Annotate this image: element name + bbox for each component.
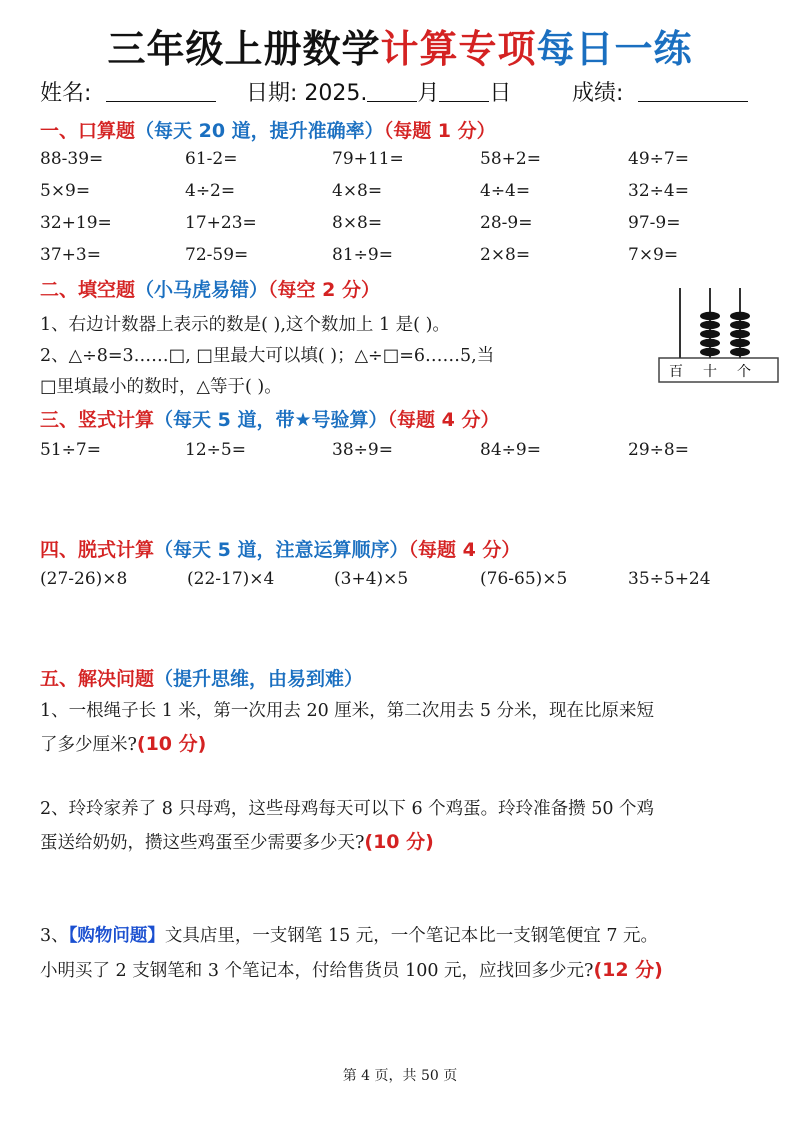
page-footer: 第 4 页，共 50 页 [342,1068,458,1084]
abacus-bead [730,321,750,329]
problem-item: (22-17)×4 [187,569,275,589]
section3-title: 三、竖式计算 [40,409,155,431]
section2-desc: （小马虎易错） [135,279,269,301]
problem-item: 28-9= [480,213,533,233]
problem-item: 12÷5= [185,440,246,460]
problem-item: 58+2= [480,149,541,169]
abacus-bead [700,348,720,356]
section5-q2-points: (10 分) [364,831,434,853]
problem-item: 8×8= [332,213,383,233]
section5-q1-text: 了多少厘米? [40,735,137,755]
problem-item: 29÷8= [628,440,689,460]
month-blank[interactable] [367,81,417,102]
section5-q3-text1: 文具店里，一支钢笔 15 元，一个笔记本比一支钢笔便宜 7 元。 [164,926,659,946]
section5-q3-prefix: 3、 [40,926,69,946]
title-part2: 计算专项 [380,27,537,71]
score-label: 成绩: [572,81,624,106]
section4-problems [40,569,760,593]
abacus-bead [700,312,720,320]
problem-row [40,213,760,237]
name-label: 姓名: [40,81,92,106]
section5-q2-line1: 2、玲玲家养了 8 只母鸡，这些母鸡每天可以下 6 个鸡蛋。玲玲准备攒 50 个鸡 [40,799,655,819]
problem-item: 84÷9= [480,440,541,460]
section2-q2-line1: 2、△÷8=3……□, □里最大可以填( )；△÷□=6……5,当 [40,346,495,366]
section5-desc: （提升思维，由易到难） [154,668,364,690]
day-blank[interactable] [439,81,489,102]
title-part1: 三年级上册数学 [107,27,381,71]
section4-points: （每题 4 分） [408,539,521,561]
section2-q2-line2: □里填最小的数时，△等于( )。 [40,377,282,397]
problem-item: 2×8= [480,245,531,265]
section2-title: 二、填空题 [40,279,136,301]
section5-q3-line1 [40,922,658,947]
section5-q3-points: (12 分) [593,959,663,981]
problem-item: 72-59= [185,245,249,265]
section5-title: 五、解决问题 [40,668,155,690]
section5-q2-text: 蛋送给奶奶，攒这些鸡蛋至少需要多少天? [40,833,365,853]
section2-heading [40,275,380,302]
section1-heading [40,116,496,143]
problem-item: 49÷7= [628,149,689,169]
problem-item: 51÷7= [40,440,101,460]
problem-item: 5×9= [40,181,91,201]
problem-item: 32÷4= [628,181,689,201]
problem-item: 32+19= [40,213,112,233]
section4-desc: （每天 5 道，注意运算顺序） [154,539,409,561]
problem-item: 61-2= [185,149,238,169]
problem-item: 88-39= [40,149,104,169]
problem-item: 7×9= [628,245,679,265]
abacus-label-tens: 十 [703,364,717,380]
problem-item: 4÷4= [480,181,531,201]
date-field [246,76,511,107]
section1-desc: （每天 20 道，提升准确率） [135,120,384,142]
abacus-bead [730,339,750,347]
section3-problems [40,440,760,464]
section2-points: （每空 2 分） [268,279,380,301]
score-blank[interactable] [638,81,748,102]
abacus-bead [730,330,750,338]
problem-item: 38÷9= [332,440,393,460]
section5-heading [40,664,363,691]
section5-q3-text2: 小明买了 2 支钢笔和 3 个笔记本，付给售货员 100 元，应找回多少元? [40,961,594,981]
problem-row [40,149,760,173]
section4-title: 四、脱式计算 [40,539,155,561]
section3-desc: （每天 5 道，带★号验算） [154,409,388,431]
problem-item: (27-26)×8 [40,569,128,589]
name-field [40,76,216,107]
day-label: 日 [489,81,512,106]
abacus-bead [730,348,750,356]
problem-item: 4×8= [332,181,383,201]
abacus-label-hundreds: 百 [669,364,683,380]
title-part3: 每日一练 [536,27,693,71]
section5-q3-tag: 【购物问题】 [68,926,165,946]
problem-item: 97-9= [628,213,681,233]
section3-heading [40,405,499,432]
problem-item: 35÷5+24 [628,569,711,589]
problem-item: 79+11= [332,149,404,169]
page-title [0,18,800,73]
month-label: 月 [417,81,440,106]
problem-item: 4÷2= [185,181,236,201]
abacus-bead [700,321,720,329]
abacus-bead [700,339,720,347]
abacus-figure [656,286,782,386]
section5-q1-line1: 1、一根绳子长 1 米，第一次用去 20 厘米，第二次用去 5 分米，现在比原来短 [40,701,655,721]
problem-item: 37+3= [40,245,101,265]
section2-q1: 1、右边计数器上表示的数是( ),这个数加上 1 是( )。 [40,315,450,335]
abacus-bead [700,330,720,338]
section3-points: （每题 4 分） [387,409,500,431]
problem-item: (3+4)×5 [334,569,409,589]
section5-q3-line2 [40,955,663,982]
section5-q1-line2 [40,729,206,756]
problem-item: 17+23= [185,213,257,233]
problem-item: 81÷9= [332,245,393,265]
abacus-beads [700,312,750,356]
score-field [572,76,748,107]
section5-q1-points: (10 分) [136,733,207,755]
problem-item: (76-65)×5 [480,569,568,589]
abacus-bead [730,312,750,320]
section4-heading [40,535,520,562]
section1-points: （每题 1 分） [383,120,496,142]
abacus-label-ones: 个 [737,364,751,380]
date-label: 日期: 2025. [246,81,368,106]
problem-row [40,181,760,205]
name-blank[interactable] [106,81,216,102]
section5-q2-line2 [40,827,434,854]
problem-row [40,245,760,269]
section1-title: 一、口算题 [40,120,136,142]
